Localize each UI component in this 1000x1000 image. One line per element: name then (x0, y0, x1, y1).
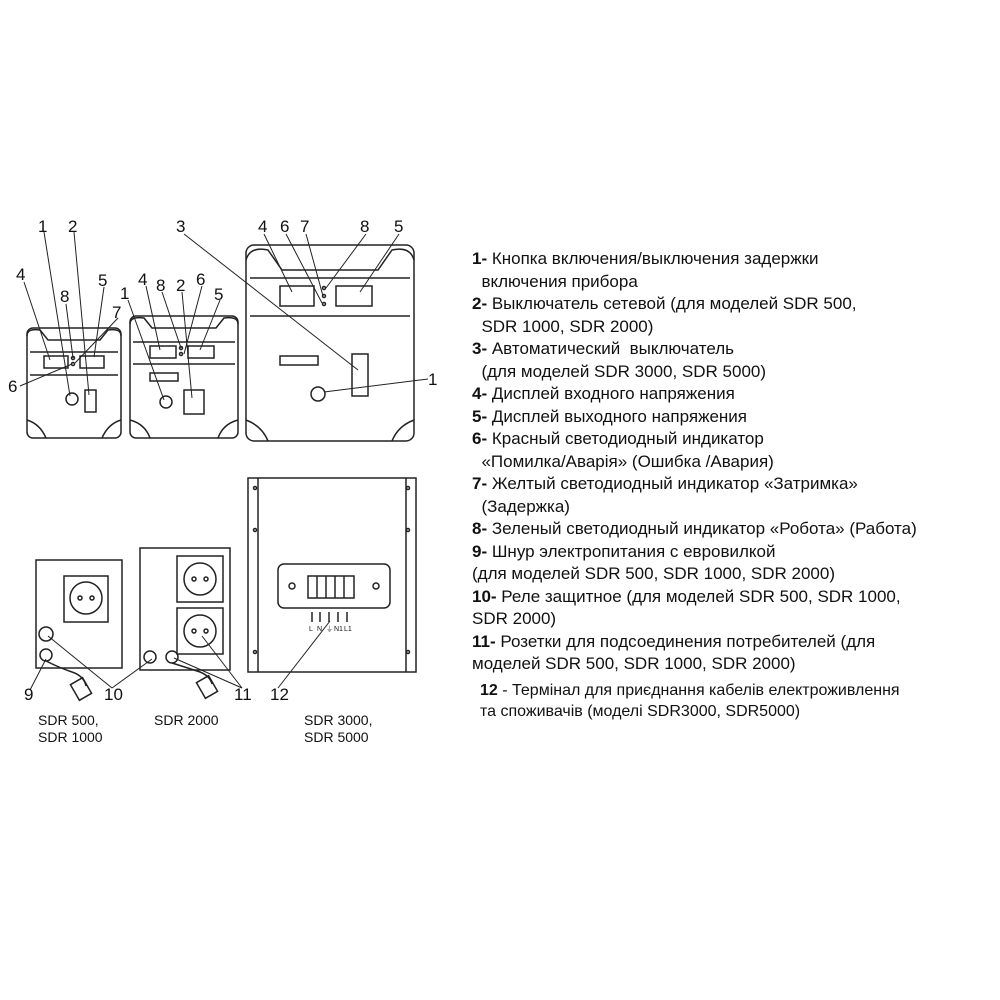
callout-number: 5 (98, 271, 108, 290)
model-label: SDR 500, (38, 712, 99, 728)
callout-number: 1 (120, 284, 130, 303)
legend-text: Дисплей входного напряжения (487, 384, 735, 403)
legend-item-1 (472, 248, 997, 293)
callout-number: 10 (104, 685, 123, 704)
callout-number: 7 (300, 217, 310, 236)
back-unit-sdr3000-5000 (248, 478, 416, 672)
legend-text: SDR 1000, SDR 2000) (472, 316, 654, 336)
legend-text: Выключатель сетевой (для моделей SDR 500, (487, 294, 857, 313)
legend-number: 7- (472, 474, 488, 493)
legend-text: та споживачів (моделі SDR3000, SDR5000) (480, 702, 801, 720)
callout-number: 1 (428, 370, 438, 389)
model-label: SDR 2000 (154, 712, 219, 728)
legend-item-4 (472, 383, 997, 406)
callout-number: 5 (394, 217, 404, 236)
legend-item-11 (472, 631, 997, 676)
euro-plug (70, 678, 91, 701)
legend-number: 12 (480, 681, 498, 699)
legend-number: 4- (472, 384, 488, 403)
legend-item-12 (480, 680, 997, 722)
callout-number: 9 (24, 685, 34, 704)
legend-number: 8- (472, 519, 488, 538)
legend-item-7 (472, 473, 997, 518)
legend-text: (Задержка) (472, 496, 570, 516)
legend-text: Розетки для подсоединения потребителей (для (495, 631, 876, 651)
callout-number: 8 (60, 287, 70, 306)
legend-text: Реле защитное (для моделей SDR 500, SDR 1000, (496, 586, 901, 606)
legend-number: 11- (472, 631, 496, 651)
legend-number: 2- (472, 294, 488, 313)
terminal-block (308, 576, 354, 598)
legend-text: Красный светодиодный индикатор (487, 429, 764, 448)
legend-item-10 (472, 586, 997, 631)
terminal-labels (309, 625, 352, 633)
legend-number: 5- (472, 406, 488, 426)
terminal-label-ground: ⏚ (326, 626, 333, 633)
legend-text: Зеленый светодиодный индикатор «Робота» (Работа) (487, 519, 917, 538)
callout-number: 4 (16, 265, 26, 284)
legend-text: Кнопка включения/выключения задержки (487, 249, 819, 268)
callout-number: 6 (8, 377, 18, 396)
model-label: SDR 5000 (304, 729, 369, 745)
legend-text: Желтый светодиодный индикатор «Затримка» (487, 474, 858, 493)
callout-number: 12 (270, 685, 289, 704)
legend-number: 6- (472, 429, 488, 448)
legend-number: 10- (472, 586, 497, 606)
delay-button (66, 393, 78, 405)
legend-item-6 (472, 428, 997, 473)
terminal-label-l: L (309, 626, 313, 633)
callout-number: 6 (280, 217, 290, 236)
legend-item-2 (472, 293, 997, 338)
legend-text: Шнур электропитания с евровилкой (487, 541, 776, 561)
legend-text: (для моделей SDR 500, SDR 1000, SDR 2000) (472, 564, 836, 583)
output-display (80, 356, 104, 368)
front-unit-sdr2000 (130, 316, 238, 438)
front-unit-sdr3000-5000 (246, 245, 414, 441)
model-label: SDR 3000, (304, 712, 373, 728)
callout-number: 2 (68, 217, 78, 236)
legend-item-8 (472, 518, 997, 541)
callout-number: 5 (214, 285, 224, 304)
legend (472, 248, 997, 722)
callout-number: 6 (196, 270, 206, 289)
callout-number: 7 (112, 303, 122, 322)
legend-text: (для моделей SDR 3000, SDR 5000) (472, 361, 767, 381)
legend-text: моделей SDR 500, SDR 1000, SDR 2000) (472, 654, 796, 673)
callout-number: 8 (156, 276, 166, 295)
callout-number: 11 (234, 685, 252, 704)
front-unit-sdr500-1000 (27, 328, 121, 438)
model-label: SDR 1000 (38, 729, 103, 745)
power-cord (46, 661, 86, 686)
back-unit-sdr2000 (140, 548, 230, 698)
back-unit-sdr500-1000 (36, 560, 122, 700)
legend-text: Автоматический выключатель (487, 339, 735, 358)
legend-text: Дисплей выходного напряжения (487, 406, 747, 426)
legend-number: 1- (472, 249, 488, 268)
legend-text: включения прибора (472, 271, 638, 291)
callout-number: 3 (176, 217, 186, 236)
legend-text: SDR 2000) (472, 609, 557, 628)
legend-text: «Помилка/Аварія» (Ошибка /Авария) (472, 451, 774, 471)
power-switch (85, 390, 96, 412)
model-labels (38, 712, 372, 745)
callout-number: 1 (38, 217, 48, 236)
terminal-label-n: N (317, 626, 323, 633)
legend-item-9 (472, 541, 997, 586)
callout-number: 4 (138, 270, 148, 289)
legend-item-3 (472, 338, 997, 383)
terminal-label-n1: N1 (334, 626, 343, 633)
terminal-label-l1: L1 (344, 626, 352, 633)
euro-socket (70, 582, 102, 614)
legend-number: 3- (472, 339, 488, 358)
legend-item-5 (472, 406, 997, 429)
legend-number: 9- (472, 541, 488, 561)
callout-number: 8 (360, 217, 370, 236)
callout-number: 2 (176, 276, 186, 295)
callout-number: 4 (258, 217, 268, 236)
legend-text: - Термінал для приєднання кабелів електроживлення (497, 681, 900, 699)
